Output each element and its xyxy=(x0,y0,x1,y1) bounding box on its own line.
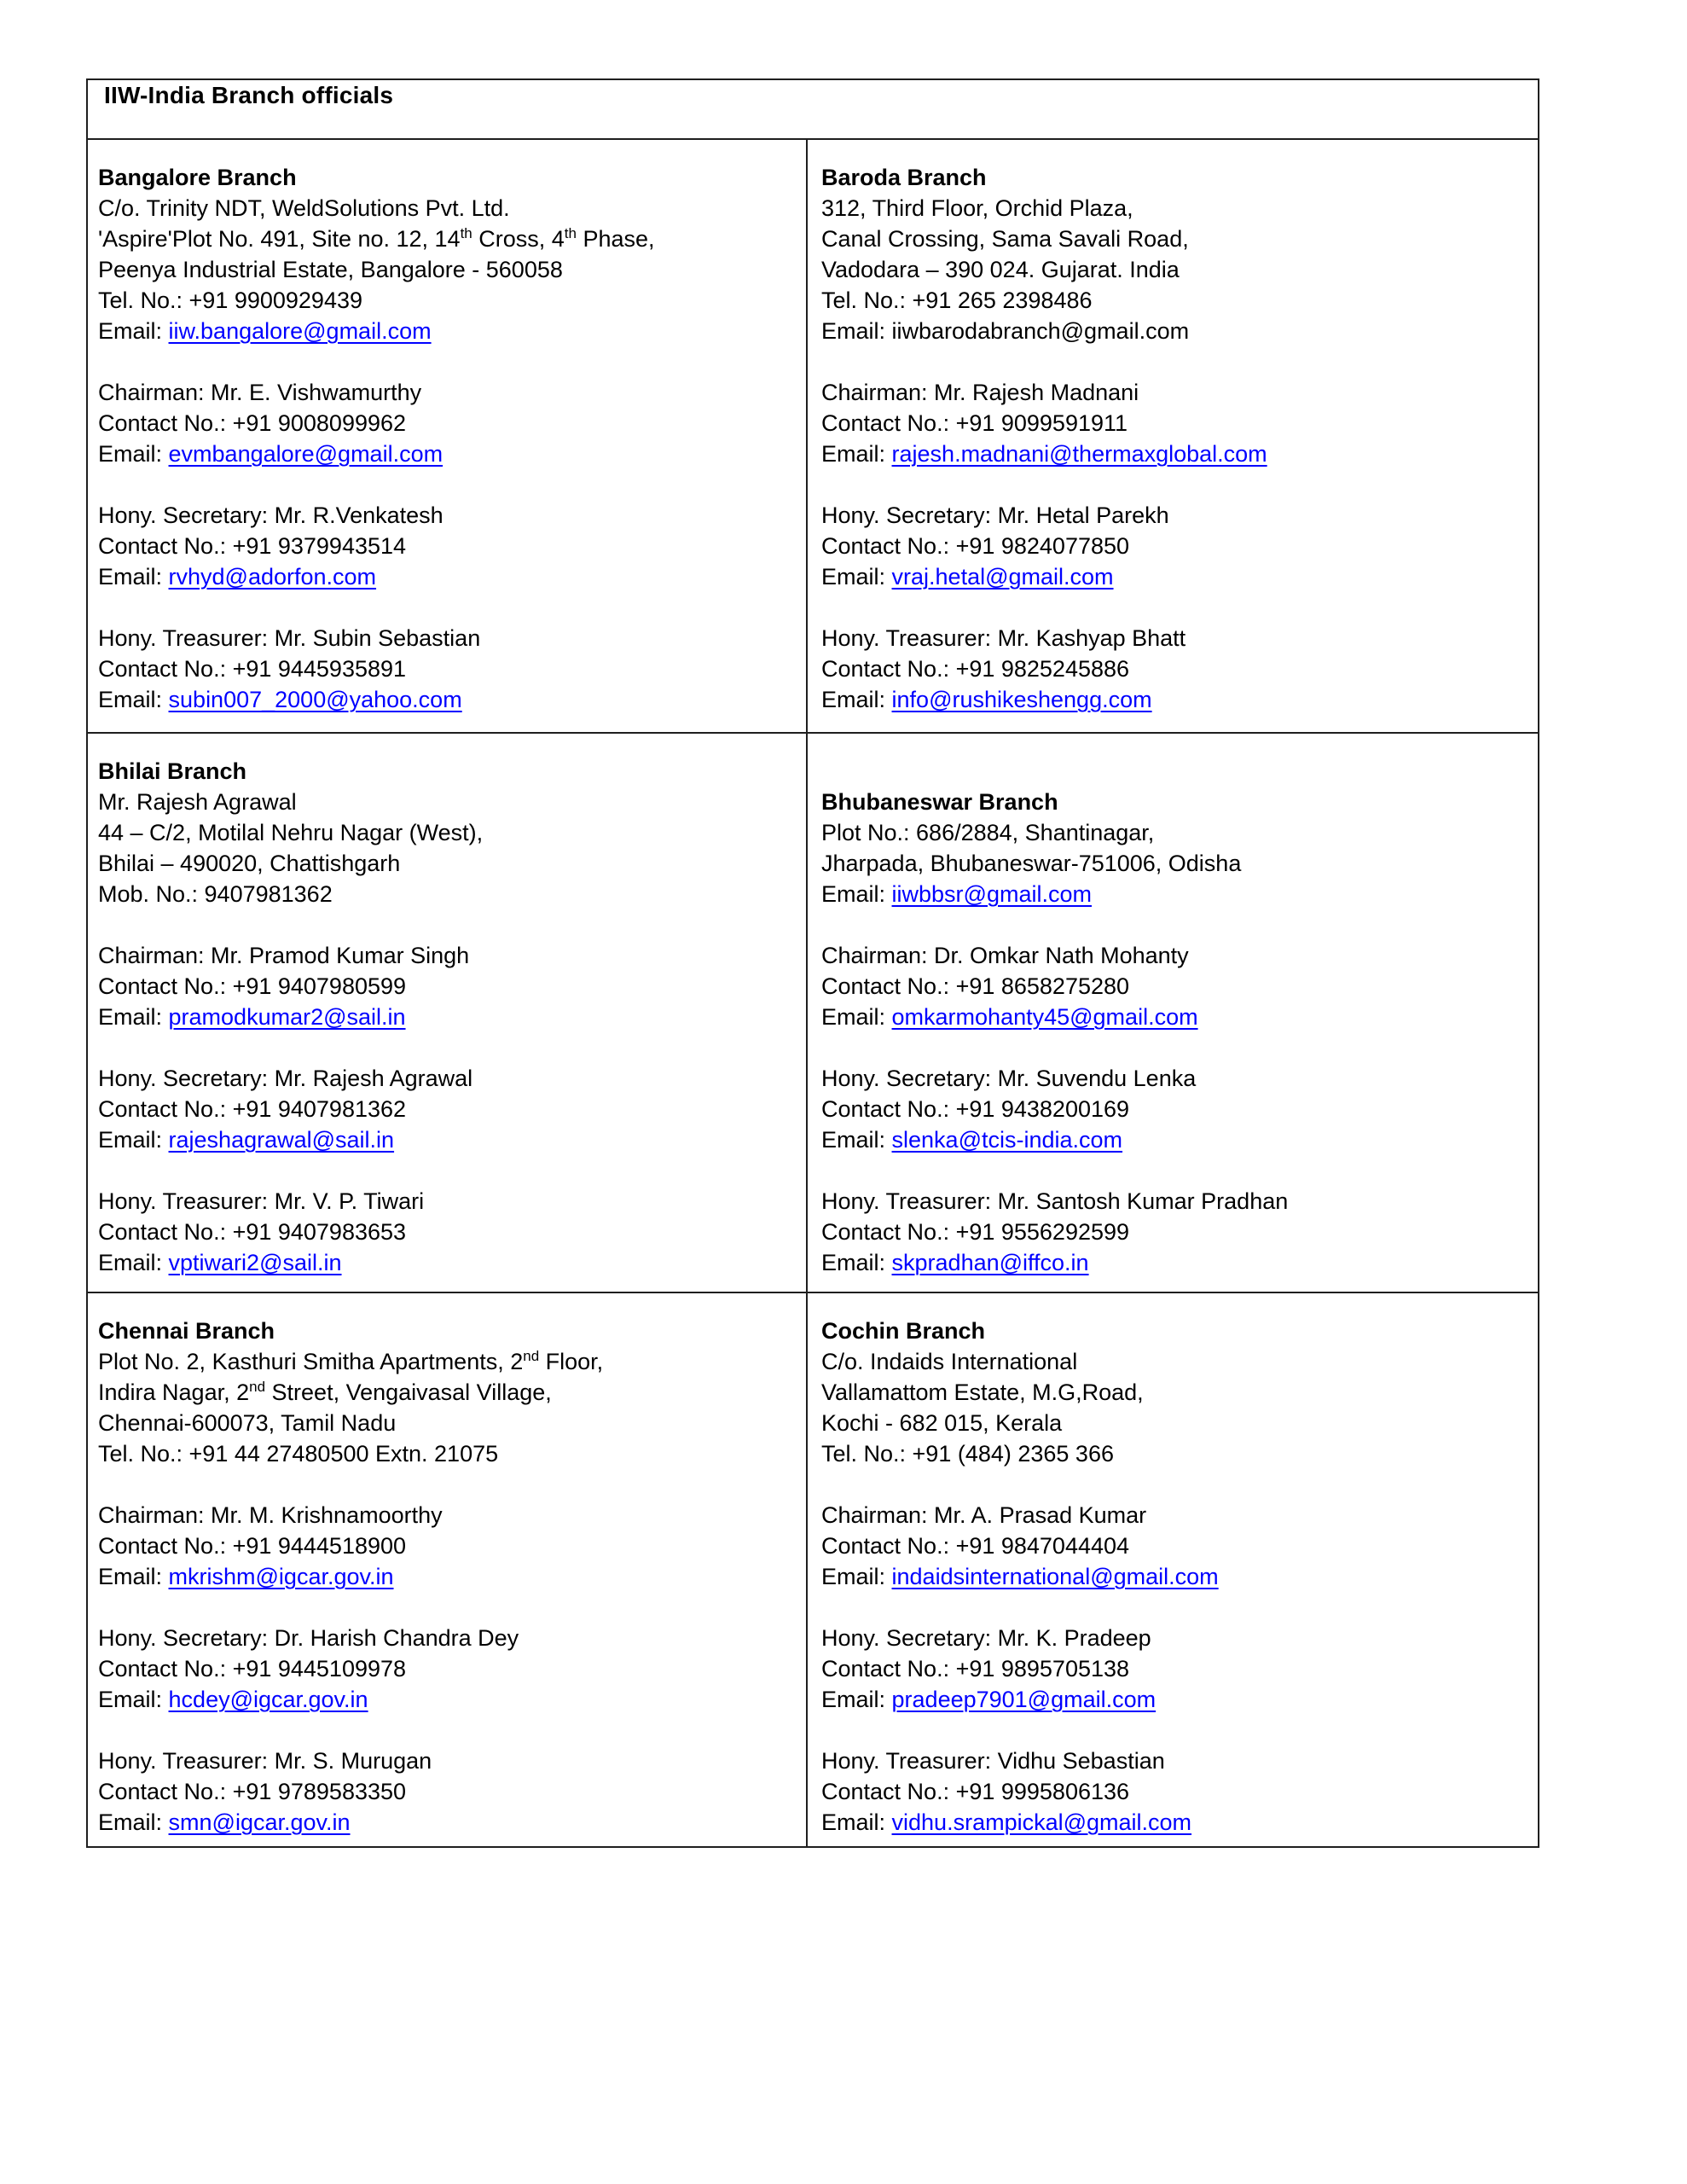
text-line xyxy=(821,316,1526,346)
email-link[interactable]: info@rushikeshengg.com xyxy=(891,687,1152,712)
email-link[interactable]: evmbangalore@gmail.com xyxy=(168,441,443,467)
blank-line xyxy=(821,1155,1526,1186)
text-line xyxy=(821,684,1526,715)
email-link[interactable]: iiwbbsr@gmail.com xyxy=(891,881,1092,907)
text-segment: Chennai-600073, Tamil Nadu xyxy=(98,1410,397,1436)
text-line xyxy=(98,1124,794,1155)
text-line xyxy=(98,817,794,848)
text-line xyxy=(821,653,1526,684)
blank-line xyxy=(821,756,1526,787)
text-line xyxy=(821,1408,1526,1438)
text-line xyxy=(98,500,794,531)
text-line xyxy=(821,971,1526,1002)
blank-line xyxy=(821,1469,1526,1500)
text-line xyxy=(98,1438,794,1469)
text-line xyxy=(98,1684,794,1715)
text-line xyxy=(98,316,794,346)
text-line xyxy=(98,848,794,879)
text-segment: Email: xyxy=(821,687,892,712)
text-segment: Email: xyxy=(98,1004,169,1030)
ordinal-superscript: th xyxy=(460,225,472,241)
blank-line xyxy=(821,1592,1526,1623)
text-segment: Email: xyxy=(98,441,169,467)
text-line xyxy=(821,1094,1526,1124)
text-line xyxy=(98,1247,794,1278)
text-segment: Indira Nagar, 2 xyxy=(98,1380,250,1405)
text-line xyxy=(821,1247,1526,1278)
ordinal-superscript: nd xyxy=(249,1379,266,1395)
text-segment: Email: xyxy=(821,564,892,590)
branch-cell-bhubaneswar-branch xyxy=(807,733,1539,1292)
blank-line xyxy=(821,1715,1526,1745)
text-line xyxy=(821,848,1526,879)
text-line xyxy=(821,1186,1526,1217)
text-segment: Mr. Rajesh Agrawal xyxy=(98,789,297,815)
email-link[interactable]: vptiwari2@sail.in xyxy=(168,1250,342,1275)
text-line xyxy=(821,1124,1526,1155)
text-line xyxy=(821,1745,1526,1776)
text-segment: Plot No. 2, Kasthuri Smitha Apartments, 2 xyxy=(98,1349,524,1374)
text-segment: Hony. Secretary: Mr. K. Pradeep xyxy=(821,1625,1151,1651)
blank-line xyxy=(821,1032,1526,1063)
text-segment: Email: xyxy=(98,1809,169,1835)
text-segment: 'Aspire'Plot No. 491, Site no. 12, 14 xyxy=(98,226,461,252)
text-segment: Jharpada, Bhubaneswar-751006, Odisha xyxy=(821,851,1242,876)
text-line xyxy=(821,1377,1526,1408)
text-line xyxy=(98,1807,794,1838)
text-segment: Contact No.: +91 8658275280 xyxy=(821,973,1130,999)
text-segment: Email: xyxy=(821,1564,892,1589)
text-segment: Vallamattom Estate, M.G,Road, xyxy=(821,1380,1144,1405)
branch-title-bhilai-branch: Bhilai Branch xyxy=(98,758,247,784)
text-line xyxy=(821,1776,1526,1807)
text-segment: Hony. Treasurer: Vidhu Sebastian xyxy=(821,1748,1165,1774)
ordinal-superscript: nd xyxy=(523,1348,540,1364)
text-segment: Email: xyxy=(821,1127,892,1153)
text-segment: Vadodara – 390 024. Gujarat. India xyxy=(821,257,1180,282)
text-line xyxy=(821,1346,1526,1377)
text-line xyxy=(98,1002,794,1032)
text-segment: Email: xyxy=(98,1564,169,1589)
table-title: IIW-India Branch officials xyxy=(87,79,1539,139)
text-segment: Chairman: Mr. A. Prasad Kumar xyxy=(821,1502,1147,1528)
email-link[interactable]: rvhyd@adorfon.com xyxy=(168,564,377,590)
text-segment: Email: xyxy=(98,687,169,712)
text-segment: Hony. Treasurer: Mr. Santosh Kumar Pradhan xyxy=(821,1188,1289,1214)
email-link[interactable]: rajesh.madnani@thermaxglobal.com xyxy=(891,441,1267,467)
text-segment: Canal Crossing, Sama Savali Road, xyxy=(821,226,1189,252)
text-line xyxy=(98,684,794,715)
text-line xyxy=(98,1623,794,1653)
branches-body xyxy=(87,139,1539,1847)
blank-line xyxy=(821,469,1526,500)
text-line xyxy=(98,1063,794,1094)
text-line xyxy=(98,971,794,1002)
email-link[interactable]: vraj.hetal@gmail.com xyxy=(891,564,1114,590)
email-link[interactable]: iiw.bangalore@gmail.com xyxy=(168,318,432,344)
text-segment: Contact No.: +91 9895705138 xyxy=(821,1656,1130,1682)
text-segment: C/o. Indaids International xyxy=(821,1349,1078,1374)
text-segment: Email: xyxy=(821,1687,892,1712)
text-line xyxy=(821,1653,1526,1684)
branch-cell-cochin-branch xyxy=(807,1292,1539,1847)
text-line xyxy=(98,561,794,592)
text-segment: Email: xyxy=(821,1809,892,1835)
text-line xyxy=(821,1063,1526,1094)
text-line xyxy=(821,1500,1526,1531)
branch-row xyxy=(87,1292,1539,1847)
text-line xyxy=(98,377,794,408)
branch-row xyxy=(87,733,1539,1292)
text-segment: Bhilai – 490020, Chattishgarh xyxy=(98,851,401,876)
text-line xyxy=(821,1807,1526,1838)
text-segment: Phase, xyxy=(576,226,655,252)
text-segment: Contact No.: +91 9008099962 xyxy=(98,410,407,436)
text-line xyxy=(98,193,794,224)
email-link[interactable]: skpradhan@iffco.in xyxy=(891,1250,1089,1275)
text-segment: C/o. Trinity NDT, WeldSolutions Pvt. Ltd. xyxy=(98,195,510,221)
text-segment: Tel. No.: +91 9900929439 xyxy=(98,288,362,313)
text-line xyxy=(821,254,1526,285)
text-segment: Contact No.: +91 9438200169 xyxy=(821,1096,1130,1122)
text-segment: Contact No.: +91 9407981362 xyxy=(98,1096,407,1122)
email-link[interactable]: pradeep7901@gmail.com xyxy=(891,1687,1157,1712)
text-segment: Email: iiwbarodabranch@gmail.com xyxy=(821,318,1190,344)
text-segment: Hony. Secretary: Mr. Hetal Parekh xyxy=(821,502,1169,528)
text-segment: Contact No.: +91 9445935891 xyxy=(98,656,407,682)
branch-row xyxy=(87,139,1539,733)
text-segment: Tel. No.: +91 (484) 2365 366 xyxy=(821,1441,1114,1467)
text-line xyxy=(98,787,794,817)
text-line xyxy=(98,1186,794,1217)
blank-line xyxy=(821,909,1526,940)
text-line xyxy=(98,439,794,469)
email-link[interactable]: pramodkumar2@sail.in xyxy=(168,1004,406,1030)
text-line xyxy=(821,561,1526,592)
text-segment: Contact No.: +91 9099591911 xyxy=(821,410,1128,436)
branch-title-bangalore-branch: Bangalore Branch xyxy=(98,165,297,190)
text-line xyxy=(821,1684,1526,1715)
text-line xyxy=(821,1438,1526,1469)
text-segment: Hony. Treasurer: Mr. Subin Sebastian xyxy=(98,625,481,651)
blank-line xyxy=(98,1592,794,1623)
email-link[interactable]: rajeshagrawal@sail.in xyxy=(168,1127,395,1153)
text-segment: Peenya Industrial Estate, Bangalore - 560058 xyxy=(98,257,563,282)
text-line xyxy=(98,1776,794,1807)
blank-line xyxy=(98,469,794,500)
email-link[interactable]: mkrishm@igcar.gov.in xyxy=(168,1564,394,1589)
text-segment: Chairman: Mr. Pramod Kumar Singh xyxy=(98,943,470,968)
text-line xyxy=(98,285,794,316)
text-line xyxy=(821,1217,1526,1247)
text-segment: Email: xyxy=(98,318,169,344)
email-link[interactable]: subin007_2000@yahoo.com xyxy=(168,687,462,712)
text-segment: Email: xyxy=(98,1127,169,1153)
text-line xyxy=(821,940,1526,971)
text-line xyxy=(98,623,794,653)
text-segment: Contact No.: +91 9407980599 xyxy=(98,973,407,999)
text-line xyxy=(98,408,794,439)
table-header-row xyxy=(87,79,1539,139)
branch-title-cochin-branch: Cochin Branch xyxy=(821,1318,986,1344)
text-segment: Contact No.: +91 9789583350 xyxy=(98,1779,407,1804)
text-line xyxy=(98,1500,794,1531)
text-line xyxy=(821,500,1526,531)
blank-line xyxy=(821,346,1526,377)
branch-officials-table xyxy=(86,78,1539,1848)
text-segment: Tel. No.: +91 265 2398486 xyxy=(821,288,1093,313)
text-line xyxy=(821,439,1526,469)
text-segment: Hony. Secretary: Mr. Suvendu Lenka xyxy=(821,1066,1197,1091)
text-segment: Contact No.: +91 9444518900 xyxy=(98,1533,407,1559)
text-line xyxy=(821,285,1526,316)
branch-cell-bhilai-branch xyxy=(87,733,807,1292)
email-link[interactable]: slenka@tcis-india.com xyxy=(891,1127,1123,1153)
email-link[interactable]: smn@igcar.gov.in xyxy=(168,1809,351,1835)
text-segment: Mob. No.: 9407981362 xyxy=(98,881,333,907)
text-segment: Email: xyxy=(98,1250,169,1275)
text-line xyxy=(98,1531,794,1561)
blank-line xyxy=(98,1155,794,1186)
text-segment: Email: xyxy=(98,564,169,590)
email-link[interactable]: hcdey@igcar.gov.in xyxy=(168,1687,368,1712)
branch-title-chennai-branch: Chennai Branch xyxy=(98,1318,275,1344)
text-line xyxy=(98,940,794,971)
text-segment: Hony. Secretary: Dr. Harish Chandra Dey xyxy=(98,1625,519,1651)
text-segment: Chairman: Mr. Rajesh Madnani xyxy=(821,380,1139,405)
text-line xyxy=(821,1561,1526,1592)
text-segment: 44 – C/2, Motilal Nehru Nagar (West), xyxy=(98,820,484,845)
text-line xyxy=(98,1094,794,1124)
ordinal-superscript: th xyxy=(564,225,577,241)
email-link[interactable]: indaidsinternational@gmail.com xyxy=(891,1564,1219,1589)
text-line xyxy=(98,1561,794,1592)
text-segment: Hony. Secretary: Mr. Rajesh Agrawal xyxy=(98,1066,473,1091)
text-line xyxy=(98,1217,794,1247)
text-line xyxy=(821,1623,1526,1653)
text-line xyxy=(98,879,794,909)
text-line xyxy=(98,1745,794,1776)
blank-line xyxy=(98,1032,794,1063)
text-line xyxy=(98,1346,794,1377)
text-line xyxy=(821,531,1526,561)
text-line xyxy=(821,1002,1526,1032)
blank-line xyxy=(98,1469,794,1500)
text-segment: 312, Third Floor, Orchid Plaza, xyxy=(821,195,1133,221)
branch-title-baroda-branch: Baroda Branch xyxy=(821,165,987,190)
blank-line xyxy=(98,346,794,377)
text-segment: Chairman: Dr. Omkar Nath Mohanty xyxy=(821,943,1189,968)
branch-title-bhubaneswar-branch: Bhubaneswar Branch xyxy=(821,789,1058,815)
text-line xyxy=(98,1653,794,1684)
text-line xyxy=(98,1408,794,1438)
text-segment: Chairman: Mr. E. Vishwamurthy xyxy=(98,380,422,405)
text-segment: Contact No.: +91 9407983653 xyxy=(98,1219,407,1245)
text-segment: Contact No.: +91 9824077850 xyxy=(821,533,1130,559)
blank-line xyxy=(821,592,1526,623)
text-segment: Contact No.: +91 9847044404 xyxy=(821,1533,1130,1559)
text-line xyxy=(821,224,1526,254)
email-link[interactable]: omkarmohanty45@gmail.com xyxy=(891,1004,1198,1030)
text-line xyxy=(821,623,1526,653)
text-segment: Email: xyxy=(821,881,892,907)
text-segment: Hony. Treasurer: Mr. V. P. Tiwari xyxy=(98,1188,425,1214)
text-segment: Contact No.: +91 9995806136 xyxy=(821,1779,1130,1804)
text-line xyxy=(98,224,794,254)
text-line xyxy=(821,879,1526,909)
text-line xyxy=(821,193,1526,224)
text-segment: Hony. Secretary: Mr. R.Venkatesh xyxy=(98,502,443,528)
branch-cell-baroda-branch xyxy=(807,139,1539,733)
text-segment: Plot No.: 686/2884, Shantinagar, xyxy=(821,820,1155,845)
text-line xyxy=(821,408,1526,439)
text-segment: Contact No.: +91 9556292599 xyxy=(821,1219,1130,1245)
email-link[interactable]: vidhu.srampickal@gmail.com xyxy=(891,1809,1192,1835)
text-segment: Contact No.: +91 9445109978 xyxy=(98,1656,407,1682)
text-segment: Kochi - 682 015, Kerala xyxy=(821,1410,1063,1436)
branch-cell-bangalore-branch xyxy=(87,139,807,733)
text-line xyxy=(98,1377,794,1408)
text-segment: Contact No.: +91 9825245886 xyxy=(821,656,1130,682)
text-line xyxy=(98,254,794,285)
text-line xyxy=(821,377,1526,408)
text-segment: Email: xyxy=(821,1250,892,1275)
blank-line xyxy=(98,1715,794,1745)
text-segment: Cross, 4 xyxy=(472,226,565,252)
text-line xyxy=(821,817,1526,848)
branch-cell-chennai-branch xyxy=(87,1292,807,1847)
blank-line xyxy=(98,909,794,940)
text-segment: Email: xyxy=(821,441,892,467)
text-segment: Street, Vengaivasal Village, xyxy=(265,1380,552,1405)
text-line xyxy=(98,653,794,684)
text-segment: Hony. Treasurer: Mr. S. Murugan xyxy=(98,1748,432,1774)
text-segment: Email: xyxy=(821,1004,892,1030)
text-segment: Email: xyxy=(98,1687,169,1712)
text-segment: Hony. Treasurer: Mr. Kashyap Bhatt xyxy=(821,625,1186,651)
text-segment: Tel. No.: +91 44 27480500 Extn. 21075 xyxy=(98,1441,499,1467)
text-segment: Contact No.: +91 9379943514 xyxy=(98,533,407,559)
text-line xyxy=(821,1531,1526,1561)
text-segment: Chairman: Mr. M. Krishnamoorthy xyxy=(98,1502,443,1528)
text-line xyxy=(98,531,794,561)
blank-line xyxy=(98,592,794,623)
text-segment: Floor, xyxy=(539,1349,604,1374)
